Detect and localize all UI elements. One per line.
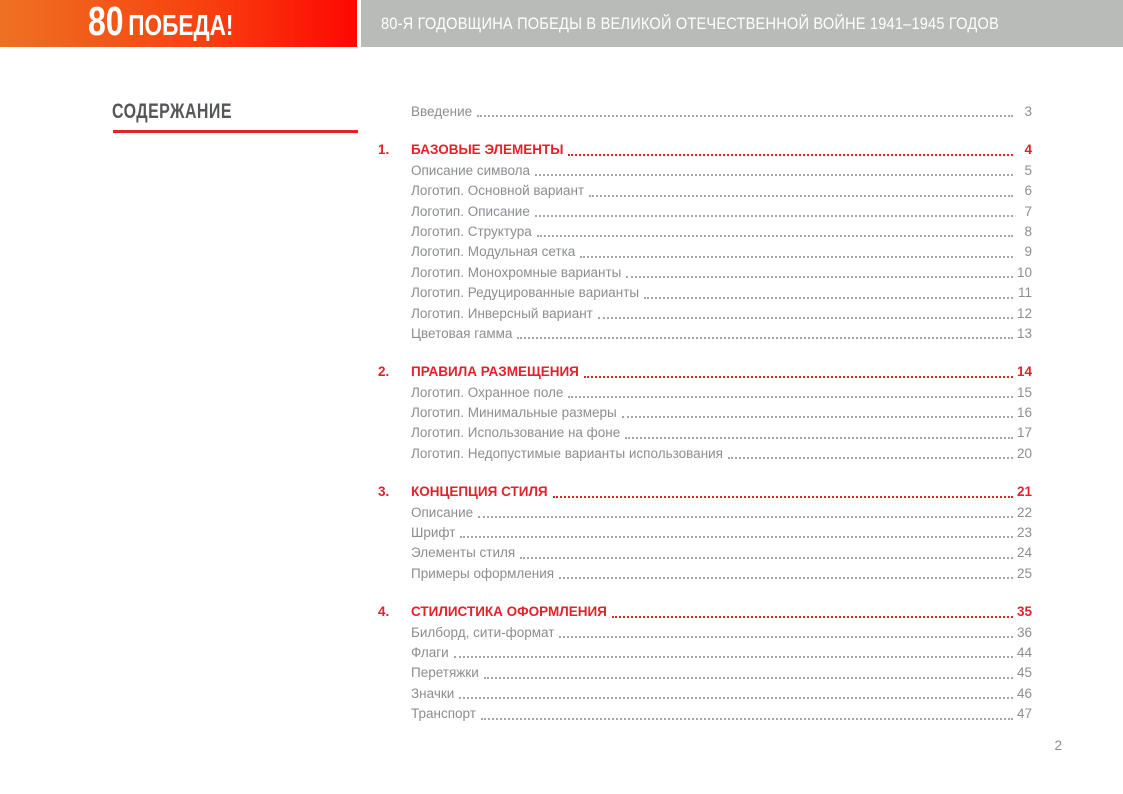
toc-section-number (378, 543, 411, 563)
toc-label: Логотип. Модульная сетка (411, 244, 576, 260)
toc-section-group (378, 362, 1032, 464)
toc-section-number (378, 181, 411, 201)
toc-row[interactable] (378, 663, 1032, 683)
toc-section-number (378, 383, 411, 403)
toc-page-number: 6 (1024, 183, 1032, 199)
toc-label: Перетяжки (411, 665, 479, 681)
toc-page-number: 25 (1016, 565, 1032, 581)
toc-dot-leader (478, 516, 1013, 518)
toc-section-number: 1. (378, 142, 390, 158)
toc-page-number: 47 (1016, 706, 1032, 722)
toc-row[interactable] (378, 704, 1032, 724)
toc-label: ПРАВИЛА РАЗМЕЩЕНИЯ (411, 364, 579, 380)
toc-row[interactable] (378, 222, 1032, 242)
toc-label: БАЗОВЫЕ ЭЛЕМЕНТЫ (411, 142, 564, 158)
toc-row[interactable] (378, 283, 1032, 303)
toc-row[interactable] (378, 263, 1032, 283)
toc-page-number: 21 (1016, 484, 1032, 500)
toc-section-group (378, 482, 1032, 584)
toc-section-group (378, 140, 1032, 344)
toc-dot-leader (589, 195, 1013, 197)
toc-row[interactable] (378, 102, 1032, 122)
toc-dot-leader (537, 235, 1013, 237)
toc-section-number (378, 503, 411, 523)
toc-label: Логотип. Редуцированные варианты (411, 285, 640, 301)
toc-dot-leader (644, 297, 1013, 299)
toc-dot-leader (580, 256, 1013, 258)
toc-page-number: 45 (1016, 665, 1032, 681)
toc-page-number: 12 (1016, 305, 1032, 321)
toc-page-number: 36 (1016, 624, 1032, 640)
toc-dot-leader (559, 577, 1013, 579)
toc-page-number: 46 (1016, 685, 1032, 701)
contents-heading-underline (113, 130, 358, 133)
logo-word: ПОБЕДА! (128, 10, 234, 43)
toc-label: Логотип. Недопустимые варианты использования (411, 445, 723, 461)
toc-page-number: 17 (1016, 425, 1032, 441)
toc-page-number: 22 (1016, 504, 1032, 520)
toc-page-number: 8 (1024, 223, 1032, 239)
toc-label: Логотип. Структура (411, 223, 532, 239)
toc-section-group (378, 602, 1032, 724)
toc-dot-leader (612, 616, 1013, 618)
toc-dot-leader (520, 557, 1013, 559)
toc-section-number (378, 623, 411, 643)
toc-label: Билборд, сити-формат (411, 624, 555, 640)
toc-row[interactable] (378, 324, 1032, 344)
toc-section-number (378, 222, 411, 242)
toc-label: Транспорт (411, 706, 476, 722)
toc-section-number (378, 283, 411, 303)
toc-label: Логотип. Минимальные размеры (411, 405, 617, 421)
toc-label: СТИЛИСТИКА ОФОРМЛЕНИЯ (411, 604, 607, 620)
toc-row[interactable] (378, 140, 1032, 160)
toc-section-number (378, 202, 411, 222)
toc-row[interactable] (378, 444, 1032, 464)
toc-page-number: 44 (1016, 644, 1032, 660)
toc-label: Цветовая гамма (411, 325, 513, 341)
toc-dot-leader (517, 337, 1013, 339)
toc-row[interactable] (378, 523, 1032, 543)
toc-row[interactable] (378, 564, 1032, 584)
toc-label: Логотип. Инверсный вариант (411, 305, 593, 321)
toc-section-number (378, 403, 411, 423)
toc-section-number (378, 523, 411, 543)
toc-page-number: 7 (1024, 203, 1032, 219)
toc-section-number (378, 242, 411, 262)
victory-80-logo (88, 0, 234, 45)
toc-row[interactable] (378, 242, 1032, 262)
toc-section-number (378, 102, 411, 122)
toc-dot-leader (459, 697, 1013, 699)
toc-section-number: 2. (378, 364, 390, 380)
toc-label: Описание символа (411, 162, 531, 178)
toc-dot-leader (626, 276, 1013, 278)
toc-page-number: 4 (1024, 142, 1032, 158)
toc-section-number (378, 423, 411, 443)
toc-dot-leader (477, 115, 1013, 117)
toc-row[interactable] (378, 623, 1032, 643)
toc-label: Логотип. Использование на фоне (411, 425, 621, 441)
toc-dot-leader (559, 636, 1013, 638)
toc-label: Значки (411, 685, 455, 701)
toc-dot-leader (553, 496, 1013, 498)
toc-label: Логотип. Охранное поле (411, 384, 564, 400)
toc-page-number: 10 (1016, 264, 1032, 280)
toc-row[interactable] (378, 423, 1032, 443)
toc-label: Флаги (411, 644, 449, 660)
toc-section-number (378, 643, 411, 663)
toc-dot-leader (481, 718, 1013, 720)
toc-page-number: 9 (1024, 244, 1032, 260)
toc-row[interactable] (378, 202, 1032, 222)
toc-dot-leader (535, 215, 1013, 217)
logo-number: 80 (88, 0, 124, 45)
toc-section-number (378, 684, 411, 704)
toc-dot-leader (460, 536, 1013, 538)
toc-page-number: 16 (1016, 405, 1032, 421)
header-subtitle-bar (361, 0, 1123, 47)
toc-row[interactable] (378, 684, 1032, 704)
toc-page-number: 23 (1016, 525, 1032, 541)
toc-dot-leader (728, 457, 1013, 459)
toc-section-number (378, 444, 411, 464)
toc-section-number (378, 161, 411, 181)
toc-dot-leader (568, 396, 1013, 398)
toc-section-number (378, 263, 411, 283)
toc-label: КОНЦЕПЦИЯ СТИЛЯ (411, 484, 548, 500)
toc-page-number: 20 (1016, 445, 1032, 461)
toc-dot-leader (484, 677, 1013, 679)
toc-dot-leader (625, 437, 1013, 439)
toc-dot-leader (584, 376, 1013, 378)
toc-section-number: 3. (378, 484, 390, 500)
toc-label: Логотип. Монохромные варианты (411, 264, 622, 280)
toc-label: Логотип. Описание (411, 203, 530, 219)
toc-page-number: 14 (1016, 364, 1032, 380)
toc-row[interactable] (378, 543, 1032, 563)
toc-dot-leader (454, 656, 1013, 658)
toc-dot-leader (598, 317, 1013, 319)
toc-label: Логотип. Основной вариант (411, 183, 585, 199)
toc-row[interactable] (378, 304, 1032, 324)
toc-page-number: 3 (1024, 104, 1032, 119)
toc-row[interactable] (378, 403, 1032, 423)
toc-row[interactable] (378, 643, 1032, 663)
toc-row[interactable] (378, 503, 1032, 523)
toc-row[interactable] (378, 362, 1032, 382)
toc-label: Введение (411, 104, 473, 119)
toc-section-number: 4. (378, 604, 390, 620)
toc-section-number (378, 663, 411, 683)
toc-label: Элементы стиля (411, 545, 516, 561)
contents-heading: СОДЕРЖАНИЕ (112, 100, 232, 123)
toc-page-number: 5 (1024, 162, 1032, 178)
toc-section-number (378, 324, 411, 344)
toc-page-number: 13 (1016, 325, 1032, 341)
toc-page-number: 15 (1016, 384, 1032, 400)
toc-label: Описание (411, 504, 474, 520)
toc-row[interactable] (378, 602, 1032, 622)
header-subtitle: 80-Я ГОДОВЩИНА ПОБЕДЫ В ВЕЛИКОЙ ОТЕЧЕСТВЕННОЙ ВОЙНЕ 1941–1945 ГОДОВ (381, 13, 999, 33)
page-number: 2 (1054, 738, 1062, 753)
toc (378, 102, 1032, 725)
toc-row[interactable] (378, 161, 1032, 181)
toc-dot-leader (535, 174, 1013, 176)
toc-page-number: 24 (1016, 545, 1032, 561)
toc-label: Шрифт (411, 525, 456, 541)
toc-section-number (378, 704, 411, 724)
toc-section-number (378, 564, 411, 584)
toc-dot-leader (622, 416, 1013, 418)
toc-row[interactable] (378, 181, 1032, 201)
toc-page-number: 35 (1016, 604, 1032, 620)
toc-row[interactable] (378, 482, 1032, 502)
toc-label: Примеры оформления (411, 565, 555, 581)
toc-dot-leader (568, 154, 1013, 156)
logo-block (0, 0, 357, 47)
toc-section-number (378, 304, 411, 324)
toc-row[interactable] (378, 383, 1032, 403)
toc-page-number: 11 (1017, 285, 1032, 301)
